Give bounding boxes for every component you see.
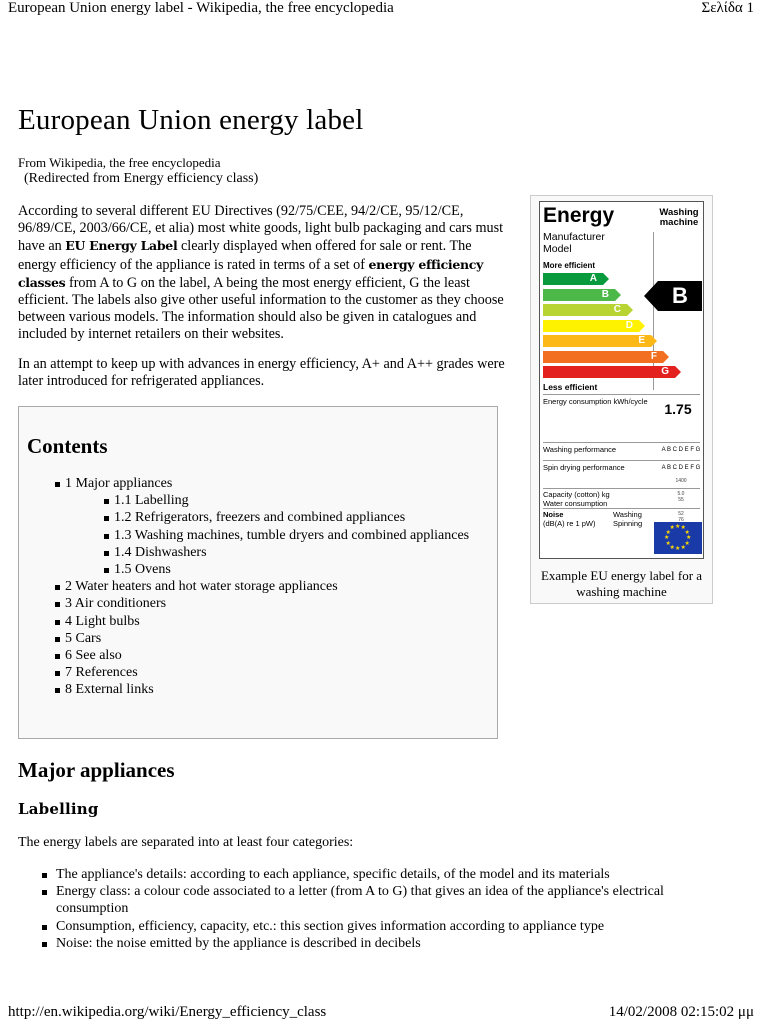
consumption-row: Energy consumption kWh/cycle 1.75 (543, 394, 700, 443)
eu-star-icon: ★ (675, 524, 681, 530)
eu-star-icon: ★ (665, 529, 671, 536)
table-of-contents (18, 406, 498, 739)
toc-title: Contents (27, 434, 108, 458)
toc-subitem[interactable]: 1.5 Ovens (104, 561, 475, 578)
energy-bar-c: C (543, 304, 627, 316)
from-wikipedia: From Wikipedia, the free encyclopedia (18, 155, 221, 170)
subsection-heading: Labelling (18, 800, 99, 818)
figure-caption: Example EU energy label for a washing machine (540, 568, 703, 599)
toc-subitem[interactable]: 1.3 Washing machines, tumble dryers and combined appliances (104, 527, 475, 544)
section-intro: The energy labels are separated into at least four categories: (18, 835, 354, 850)
less-efficient-label: Less efficient (543, 382, 598, 392)
spin-performance-row: Spin drying performance A B C D E F G 1400 (543, 460, 700, 489)
article-title: European Union energy label (18, 104, 364, 136)
energy-bar-d: D (543, 320, 639, 332)
noise-row: Noise (dB(A) re 1 pW) Washing Spinning 52 76 (543, 508, 700, 529)
page-title-header: European Union energy label - Wikipedia, the free encyclopedia (8, 0, 394, 16)
energy-label-image[interactable] (539, 201, 704, 559)
intro-paragraph: According to several different EU Directives (92/75/CEE, 94/2/CE, 95/12/CE, 96/89/CE, 2003/66/CE, et alia) most white goods, light bulb packaging and cars must have an EU Energy Label clearly displayed when offered for sale or rent. The energy efficiency of the appliance is rated in terms of a set of energy efficiency classes from A to G on the label, A being the most energy efficient, G the least efficient. The labels also give other useful information to the customer as they choose between various models. The information should also be given in catalogues and included by internet retailers on their websites. (18, 203, 504, 343)
eu-star-icon: ★ (675, 546, 681, 552)
rating-arrow: B (658, 281, 702, 311)
toc-item[interactable]: 5 Cars (55, 630, 475, 647)
energy-bar-a: A (543, 273, 603, 285)
eu-star-icon: ★ (669, 525, 675, 532)
consumption-value: 1.75 (664, 401, 692, 417)
list-item: Consumption, efficiency, capacity, etc.: this section gives information according to appliance type (42, 918, 702, 935)
toc-subitem[interactable]: 1.2 Refrigerators, freezers and combined appliances (104, 509, 475, 526)
manufacturer-model: Manufacturer Model (543, 231, 605, 255)
energy-efficiency-classes-link[interactable]: energy efficiency classes (18, 256, 484, 290)
capacity-row: Capacity (cotton) kg Water consumption 5.0 55 (543, 488, 700, 509)
eu-energy-label-link[interactable]: EU Energy Label (65, 238, 178, 254)
list-item: Noise: the noise emitted by the appliance is described in decibels (42, 935, 702, 952)
energy-bar-f: F (543, 351, 663, 363)
toc-subitem[interactable]: 1.4 Dishwashers (104, 544, 475, 561)
category-list (42, 866, 702, 952)
toc-subitem[interactable]: 1.1 Labelling (104, 492, 475, 509)
list-item: Energy class: a colour code associated to a letter (from A to G) that gives an idea of the appliance's electrical consumption (42, 883, 702, 917)
appliance-type: Washing machine (659, 207, 699, 228)
eu-star-icon: ★ (665, 540, 671, 547)
toc-item[interactable]: 3 Air conditioners (55, 595, 475, 612)
energy-label-figure (530, 195, 713, 604)
eu-star-icon: ★ (686, 535, 692, 541)
energy-bar-b: B (543, 289, 615, 301)
toc-item[interactable]: 7 References (55, 664, 475, 681)
wash-performance-row: Washing performance A B C D E F G (543, 442, 700, 461)
print-header (8, 0, 754, 20)
energy-heading: Energy (543, 204, 615, 227)
eu-flag-icon (654, 522, 702, 554)
more-efficient-label: More efficient (543, 261, 596, 270)
footer-timestamp: 14/02/2008 02:15:02 μμ (608, 1004, 754, 1020)
page-number: Σελίδα 1 (701, 0, 754, 16)
toc-item[interactable]: 8 External links (55, 681, 475, 698)
energy-bar-e: E (543, 335, 651, 347)
toc-item[interactable]: 1 Major appliances 1.1 Labelling 1.2 Refrigerators, freezers and combined appliances 1.3 Washing machines, tumble dryers and combined appliances 1.4 Dishwashers 1.5 Ovens (55, 475, 475, 578)
energy-bar-g: G (543, 366, 675, 378)
footer-url[interactable]: http://en.wikipedia.org/wiki/Energy_efficiency_class (8, 1004, 327, 1020)
second-paragraph: In an attempt to keep up with advances in energy efficiency, A+ and A++ grades were later introduced for refrigerated appliances. (18, 356, 505, 390)
eu-star-icon: ★ (684, 529, 690, 536)
list-item: The appliance's details: according to each appliance, specific details, of the model and its materials (42, 866, 702, 883)
eu-star-icon: ★ (680, 544, 686, 551)
toc-list (55, 475, 475, 699)
toc-item[interactable]: 6 See also (55, 647, 475, 664)
eu-star-icon: ★ (680, 525, 686, 532)
eu-star-icon: ★ (684, 540, 690, 547)
toc-item[interactable]: 2 Water heaters and hot water storage appliances (55, 578, 475, 595)
section-heading: Major appliances (18, 758, 175, 782)
redirect-note: (Redirected from Energy efficiency class) (24, 171, 259, 186)
eu-star-icon: ★ (669, 544, 675, 551)
toc-item[interactable]: 4 Light bulbs (55, 613, 475, 630)
eu-star-icon: ★ (664, 535, 670, 541)
